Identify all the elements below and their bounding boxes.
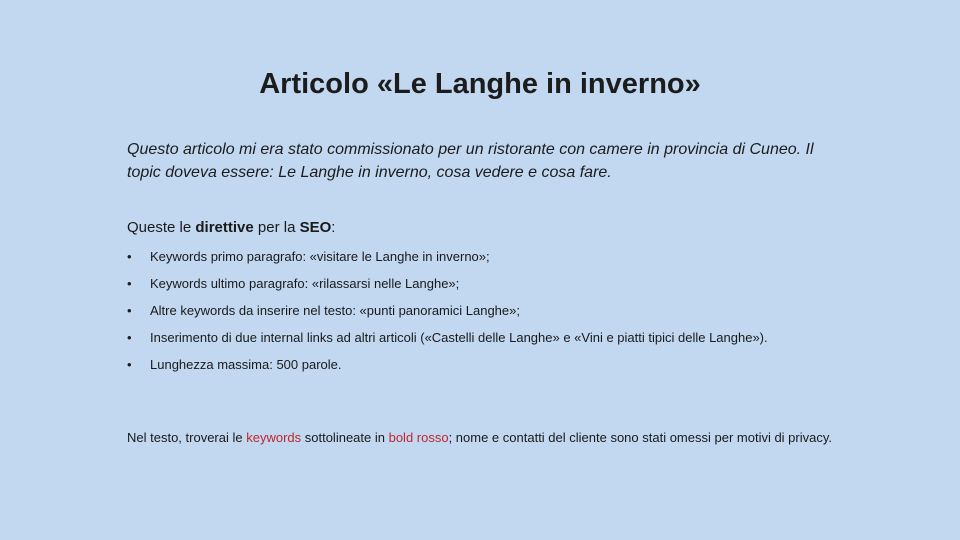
note-part1: Nel testo, troverai le xyxy=(127,430,247,445)
note-part2: sottolineate in xyxy=(301,430,389,445)
directives-list xyxy=(127,248,831,373)
intro-paragraph: Questo articolo mi era stato commissionato per un ristorante con camere in provincia di Cuneo. Il topic doveva essere: Le Langhe in inverno, cosa vedere e cosa fare. xyxy=(127,141,814,181)
privacy-note xyxy=(127,429,832,447)
note-red-bold-rosso: bold rosso xyxy=(388,430,449,445)
note-part3: ; nome e contatti del cliente sono stati omessi per motivi di privacy. xyxy=(448,430,833,445)
heading-bold-seo: SEO xyxy=(299,219,332,236)
list-item: • Lunghezza massima: 500 parole. xyxy=(127,356,831,373)
directives-heading xyxy=(127,218,832,238)
note-red-keywords: keywords xyxy=(246,430,302,445)
heading-prefix: Queste le xyxy=(127,219,196,236)
heading-suffix: : xyxy=(331,219,336,236)
slide-title: Articolo «Le Langhe in inverno» xyxy=(259,68,701,100)
list-item: • Keywords ultimo paragrafo: «rilassarsi nelle Langhe»; xyxy=(127,275,831,292)
list-item: • Altre keywords da inserire nel testo: «punti panoramici Langhe»; xyxy=(127,302,831,319)
heading-bold-directives: direttive xyxy=(195,219,254,236)
list-item: • Keywords primo paragrafo: «visitare le Langhe in inverno»; xyxy=(127,248,831,265)
list-item: • Inserimento di due internal links ad altri articoli («Castelli delle Langhe» e «Vini e piatti tipici delle Langhe»). xyxy=(127,329,831,346)
heading-middle: per la xyxy=(253,219,300,236)
